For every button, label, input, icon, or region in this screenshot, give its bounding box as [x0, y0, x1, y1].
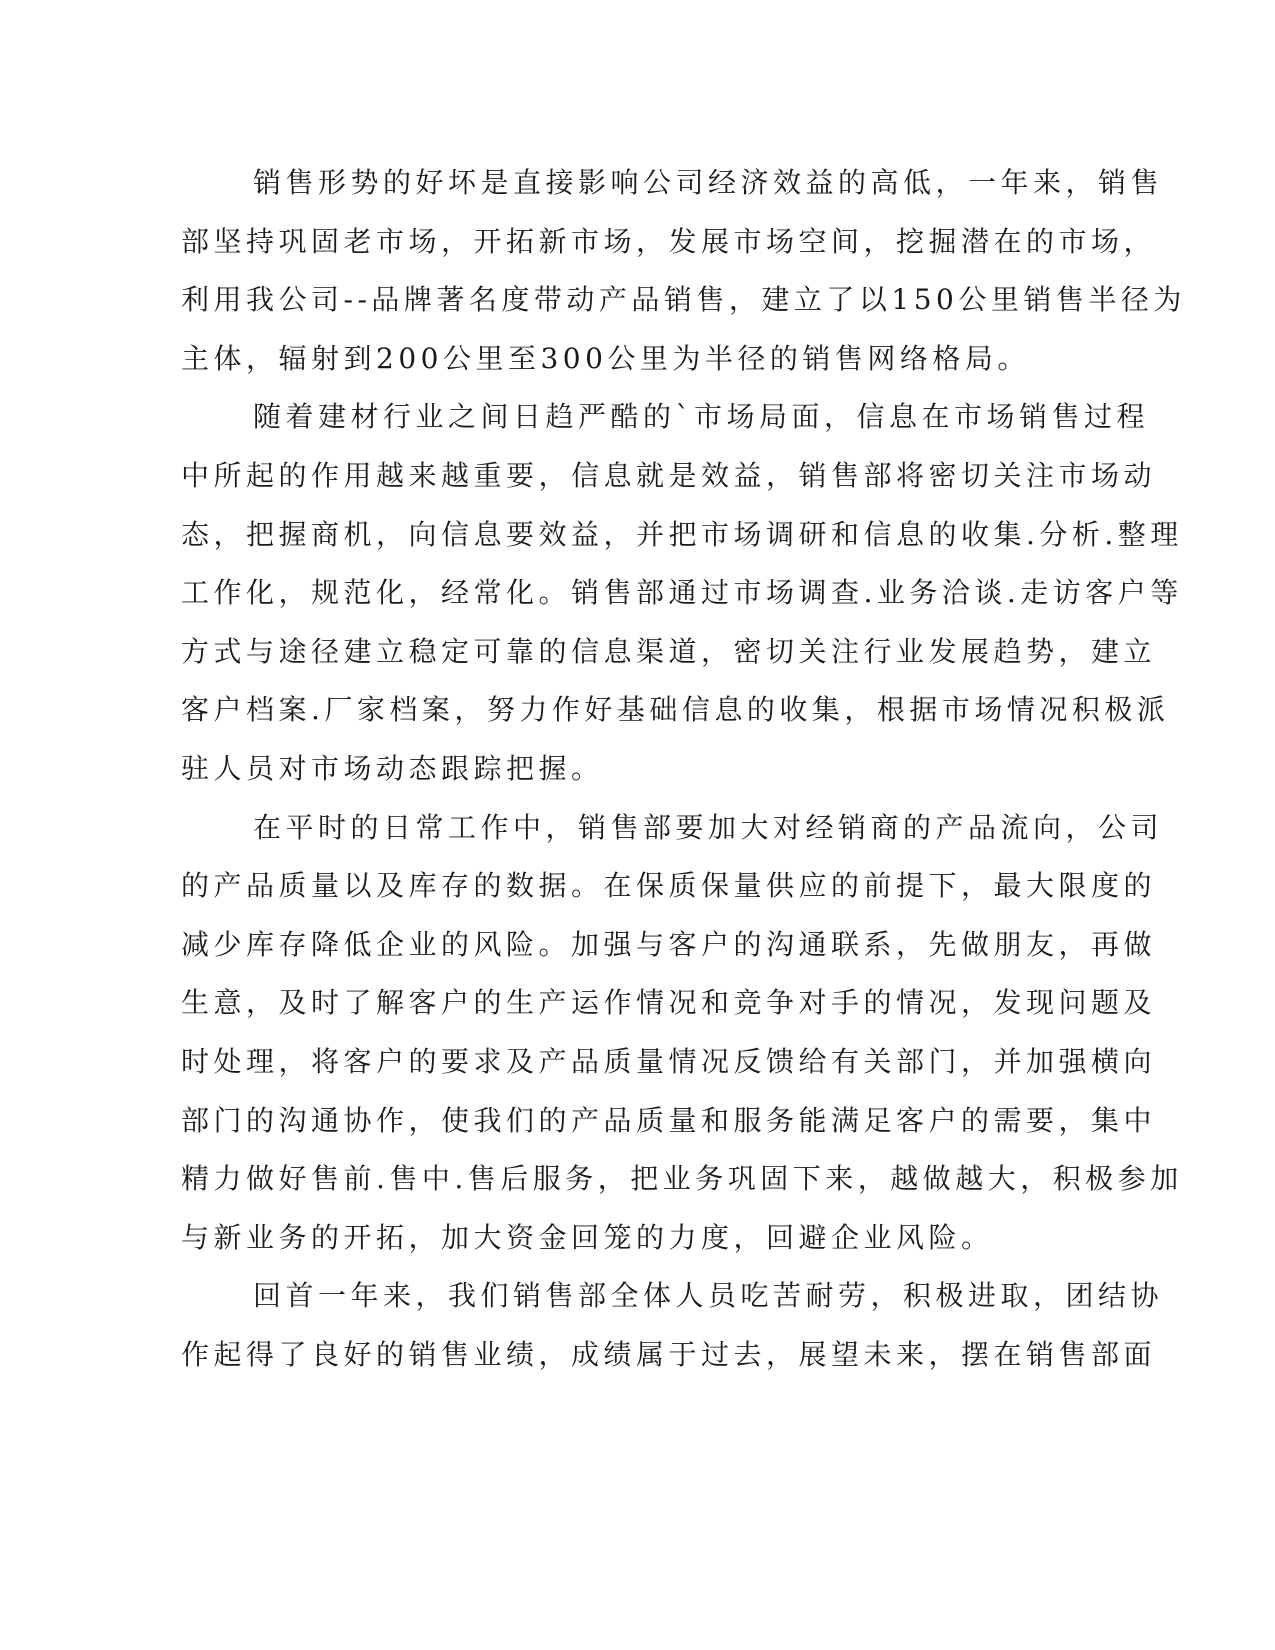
text-line: 的产品质量以及库存的数据。在保质保量供应的前提下，最大限度的	[181, 869, 1157, 903]
text-line: 中所起的作用越来越重要，信息就是效益，销售部将密切关注市场动	[181, 458, 1157, 492]
text-line: 态，把握商机，向信息要效益，并把市场调研和信息的收集.分析.整理	[181, 517, 1183, 551]
paragraph-market-information	[181, 394, 1183, 804]
text-line: 部坚持巩固老市场，开拓新市场，发展市场空间，挖掘潜在的市场，	[181, 224, 1157, 258]
text-line: 时处理，将客户的要求及产品质量情况反馈给有关部门，并加强横向	[181, 1044, 1157, 1078]
text-line: 方式与途径建立稳定可靠的信息渠道，密切关注行业发展趋势，建立	[181, 634, 1157, 668]
paragraph-sales-situation	[181, 160, 1186, 394]
text-line: 部门的沟通协作，使我们的产品质量和服务能满足客户的需要，集中	[181, 1103, 1157, 1137]
paragraph-year-review	[181, 1273, 1164, 1390]
text-line: 利用我公司--品牌著名度带动产品销售，建立了以150公里销售半径为	[181, 283, 1186, 317]
text-line: 精力做好售前.售中.售后服务，把业务巩固下来，越做越大，积极参加	[181, 1162, 1183, 1196]
text-line: 生意，及时了解客户的生产运作情况和竞争对手的情况，发现问题及	[181, 986, 1157, 1020]
text-line: 驻人员对市场动态跟踪把握。	[181, 751, 604, 785]
text-line: 工作化，规范化，经常化。销售部通过市场调查.业务洽谈.走访客户等	[181, 576, 1183, 610]
text-line: 销售形势的好坏是直接影响公司经济效益的高低，一年来，销售	[253, 166, 1164, 199]
document-body	[181, 160, 1186, 1390]
text-line: 在平时的日常工作中，销售部要加大对经销商的产品流向，公司	[253, 810, 1164, 844]
text-line: 主体，辐射到200公里至300公里为半径的销售网络格局。	[181, 341, 1030, 375]
text-line: 回首一年来，我们销售部全体人员吃苦耐劳，积极进取，团结协	[253, 1279, 1164, 1313]
text-line: 随着建材行业之间日趋严酷的`市场局面，信息在市场销售过程	[253, 400, 1150, 434]
text-line: 与新业务的开拓，加大资金回笼的力度，回避企业风险。	[181, 1220, 994, 1254]
text-line: 减少库存降低企业的风险。加强与客户的沟通联系，先做朋友，再做	[181, 927, 1157, 961]
text-line: 客户档案.厂家档案，努力作好基础信息的收集，根据市场情况积极派	[181, 693, 1170, 727]
paragraph-daily-work	[181, 805, 1183, 1274]
text-line: 作起得了良好的销售业绩，成绩属于过去，展望未来，摆在销售部面	[181, 1337, 1157, 1371]
